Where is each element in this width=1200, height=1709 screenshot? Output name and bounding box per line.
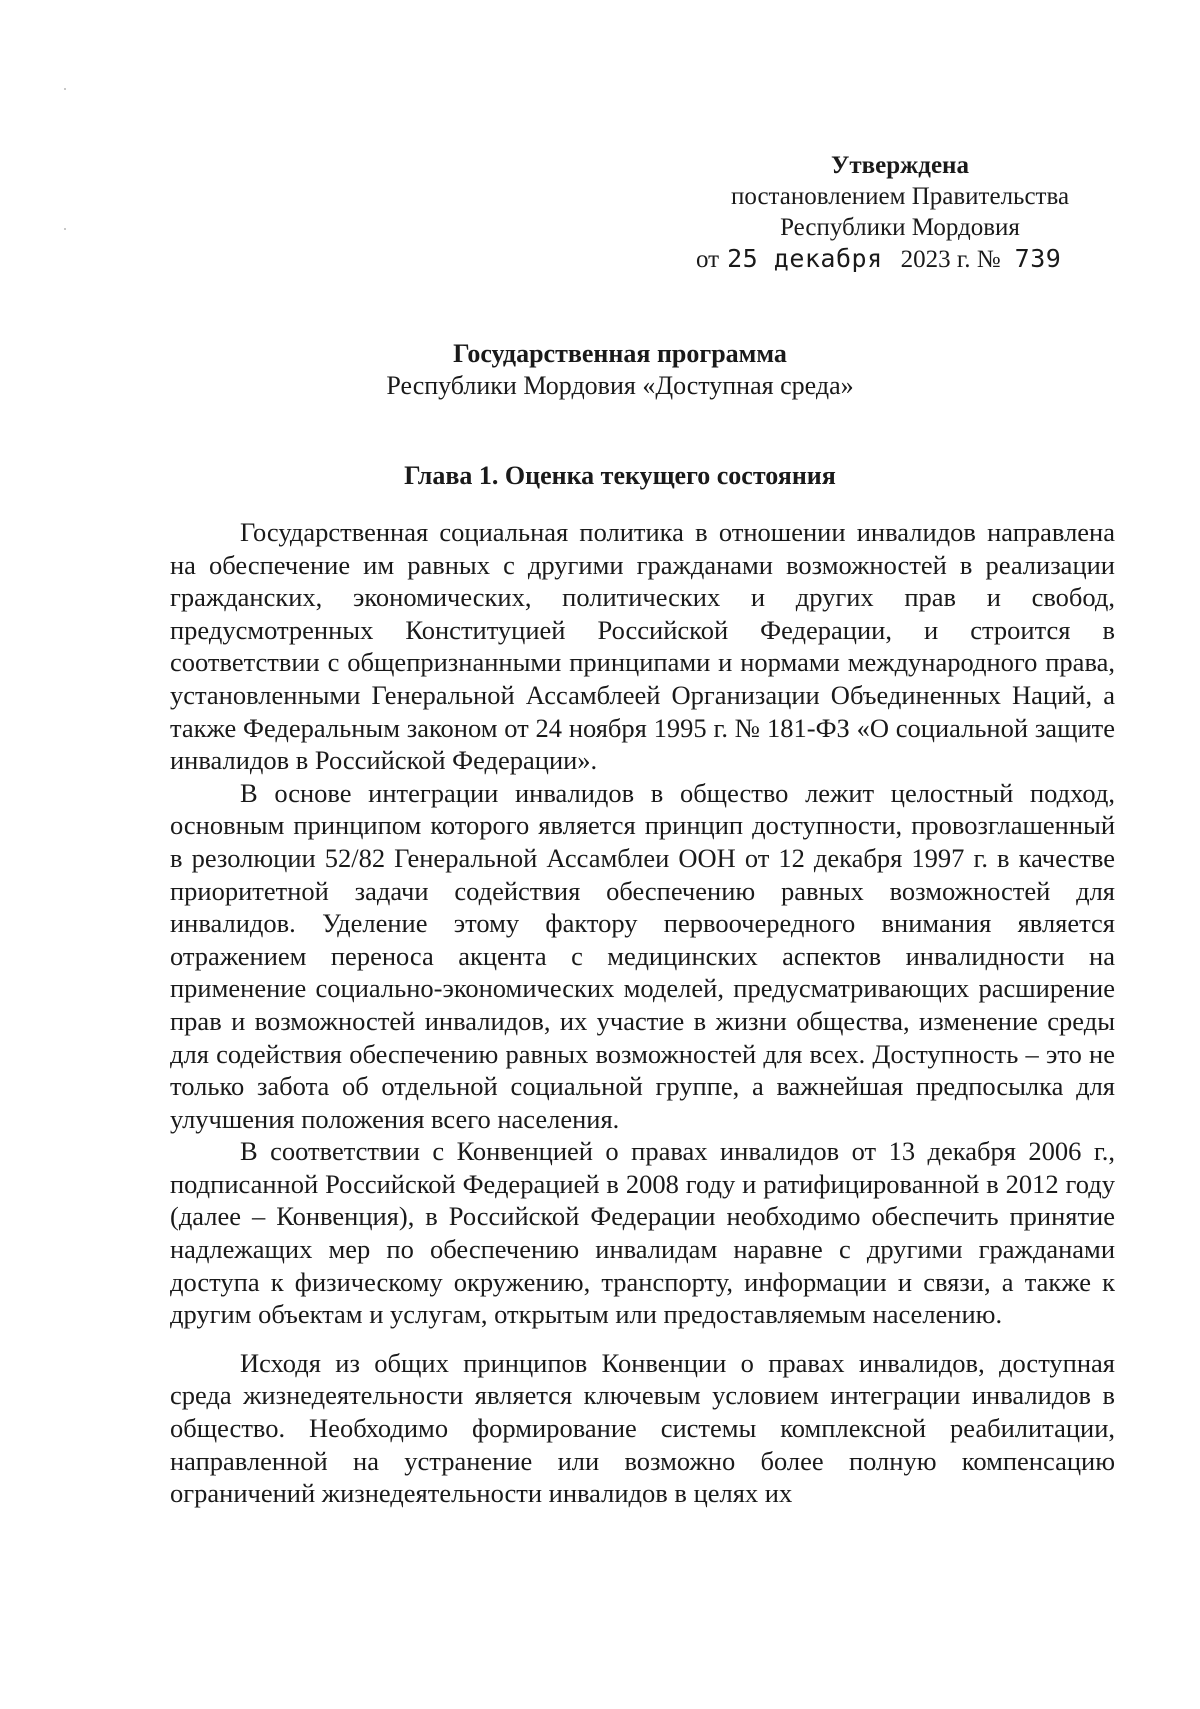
program-title-block — [300, 338, 940, 402]
paragraph: Государственная социальная политика в отношении инвалидов направлена на обеспечение им равных с другими гражданами возможностей в реализации гражданских, экономических, политических и других прав и свобод, предусмотренных Конституцией Российской Федерации, и строится в соответствии с общепризнанными принципами и нормами международного права, установленными Генеральной Ассамблеей Организации Объединенных Наций, а также Федеральным законом от 24 ноября 1995 г. № 181-ФЗ «О социальной защите инвалидов в Российской Федерации». — [170, 517, 1115, 776]
decree-number: 739 — [1014, 244, 1062, 273]
approval-date-line — [690, 243, 1110, 275]
program-subtitle: Республики Мордовия «Доступная среда» — [386, 371, 854, 400]
date-day-month: 25 декабря — [727, 244, 883, 273]
approval-heading: Утверждена — [831, 152, 969, 179]
approval-line-2: Республики Мордовия — [780, 214, 1020, 241]
date-prefix: от — [696, 246, 720, 273]
scan-speck — [64, 88, 66, 90]
scan-speck — [64, 228, 66, 230]
paragraph: Исходя из общих принципов Конвенции о правах инвалидов, доступная среда жизнедеятельности является ключевым условием интеграции инвалидов в общество. Необходимо формирование системы комплексной реабилитации, направленной на устранение или возможно более полную компенсацию ограничений жизнедеятельности инвалидов в целях их — [170, 1347, 1115, 1509]
paragraph: В основе интеграции инвалидов в общество лежит целостный подход, основным принципом которого является принцип доступности, провозглашенный в резолюции 52/82 Генеральной Ассамблеи ООН от 12 декабря 1997 г. в качестве приоритетной задачи содействия обеспечению равных возможностей для инвалидов. Уделение этому фактору первоочередного внимания является отражением переноса акцента с медицинских аспектов инвалидности на применение социально-экономических моделей, предусматривающих расширение прав и возможностей инвалидов, их участие в жизни общества, изменение среды для содействия обеспечению равных возможностей для всех. Доступность – это не только забота об отдельной социальной группе, а важнейшая предпосылка для улучшения положения всего населения. — [170, 777, 1115, 1134]
approval-line-1: постановлением Правительства — [730, 183, 1070, 210]
paragraph: В соответствии с Конвенцией о правах инвалидов от 13 декабря 2006 г., подписанной Российской Федерацией в 2008 году и ратифицированной в 2012 году (далее – Конвенция), в Российской Федерации необходимо обеспечить принятие надлежащих мер по обеспечению инвалидам наравне с другими гражданами доступа к физическому окружению, транспорту, информации и связи, а также к другим объектам и услугам, открытым или предоставляемым населению. — [170, 1136, 1115, 1330]
program-title: Государственная программа — [453, 339, 787, 368]
date-year: 2023 г. № — [900, 246, 1001, 273]
body-text — [170, 516, 1115, 1522]
chapter-heading: Глава 1. Оценка текущего состояния — [404, 461, 836, 490]
approval-block — [690, 150, 1110, 275]
